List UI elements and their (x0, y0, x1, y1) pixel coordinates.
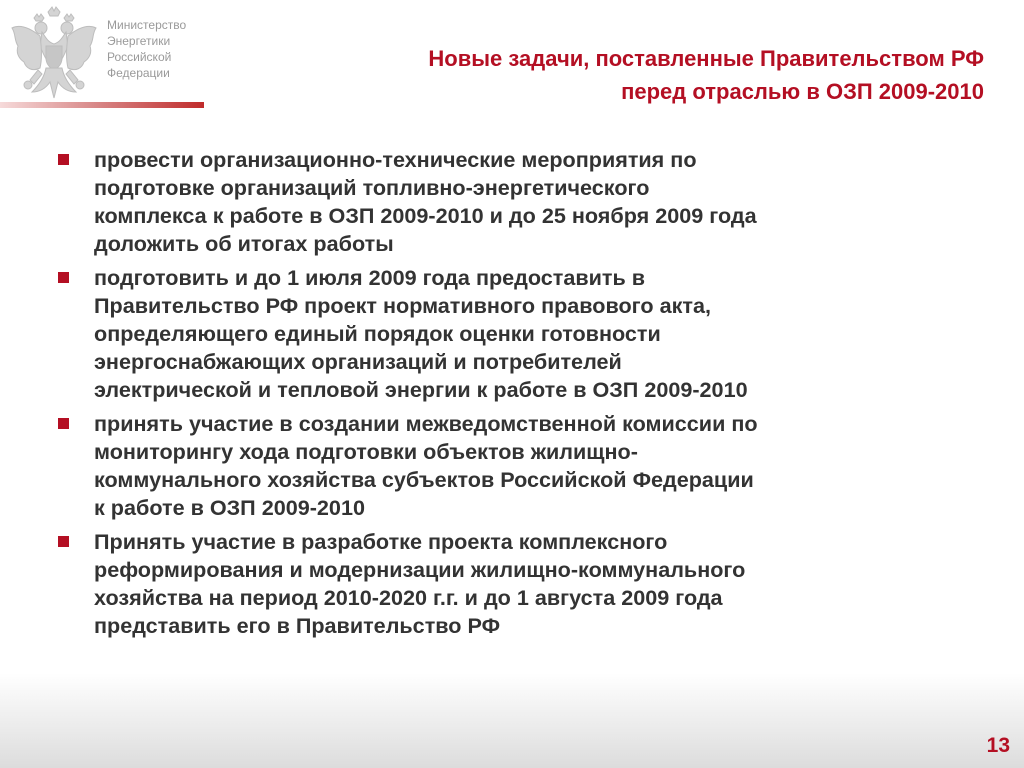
bullet-item (58, 264, 988, 404)
slide-title-line: Новые задачи, поставленные Правительством РФ (428, 46, 984, 71)
ministry-line: Энергетики (107, 34, 171, 48)
bullet-item (58, 410, 988, 522)
bullet-text-line: Принять участие в разработке проекта комплексного (94, 529, 668, 554)
square-bullet-icon (58, 418, 69, 429)
square-bullet-icon (58, 272, 69, 283)
bullet-text-line: определяющего единый порядок оценки готовности (94, 321, 661, 346)
square-bullet-icon (58, 154, 69, 165)
bullet-text-line: мониторингу хода подготовки объектов жилищно- (94, 439, 638, 464)
bullet-text-line: провести организационно-технические мероприятия по (94, 147, 697, 172)
ministry-line: Министерство (107, 18, 187, 32)
coat-of-arms-icon (8, 6, 100, 104)
bullet-text-line: коммунального хозяйства субъектов Российской Федерации (94, 467, 754, 492)
bullet-text-line: представить его в Правительство РФ (94, 613, 501, 638)
bullet-text-line: подготовить и до 1 июля 2009 года предоставить в (94, 265, 646, 290)
bullet-text-line: Правительство РФ проект нормативного правового акта, (94, 293, 711, 318)
bullet-text-line: электрической и тепловой энергии к работе в ОЗП 2009-2010 (94, 377, 748, 402)
ministry-name (107, 17, 186, 81)
bullet-text-line: хозяйства на период 2010-2020 г.г. и до 1 августа 2009 года (94, 585, 723, 610)
square-bullet-icon (58, 536, 69, 547)
page-number: 13 (986, 734, 1010, 757)
bullet-text-line: энергоснабжающих организаций и потребителей (94, 349, 622, 374)
bullet-text-line: принять участие в создании межведомственной комиссии по (94, 411, 758, 436)
ministry-line: Федерации (107, 66, 170, 80)
bullet-list (58, 146, 988, 646)
slide-title-line: перед отраслью в ОЗП 2009-2010 (621, 79, 984, 104)
header-divider (0, 102, 204, 108)
bullet-item (58, 528, 988, 640)
footer-gradient (0, 673, 1024, 768)
bullet-text-line: доложить об итогах работы (94, 231, 394, 256)
bullet-text-line: подготовке организаций топливно-энергетического (94, 175, 650, 200)
slide-title (428, 42, 984, 108)
bullet-text-line: реформирования и модернизации жилищно-коммунального (94, 557, 746, 582)
bullet-text-line: комплекса к работе в ОЗП 2009-2010 и до 25 ноября 2009 года (94, 203, 757, 228)
ministry-line: Российской (107, 50, 172, 64)
bullet-text-line: к работе в ОЗП 2009-2010 (94, 495, 365, 520)
bullet-item (58, 146, 988, 258)
